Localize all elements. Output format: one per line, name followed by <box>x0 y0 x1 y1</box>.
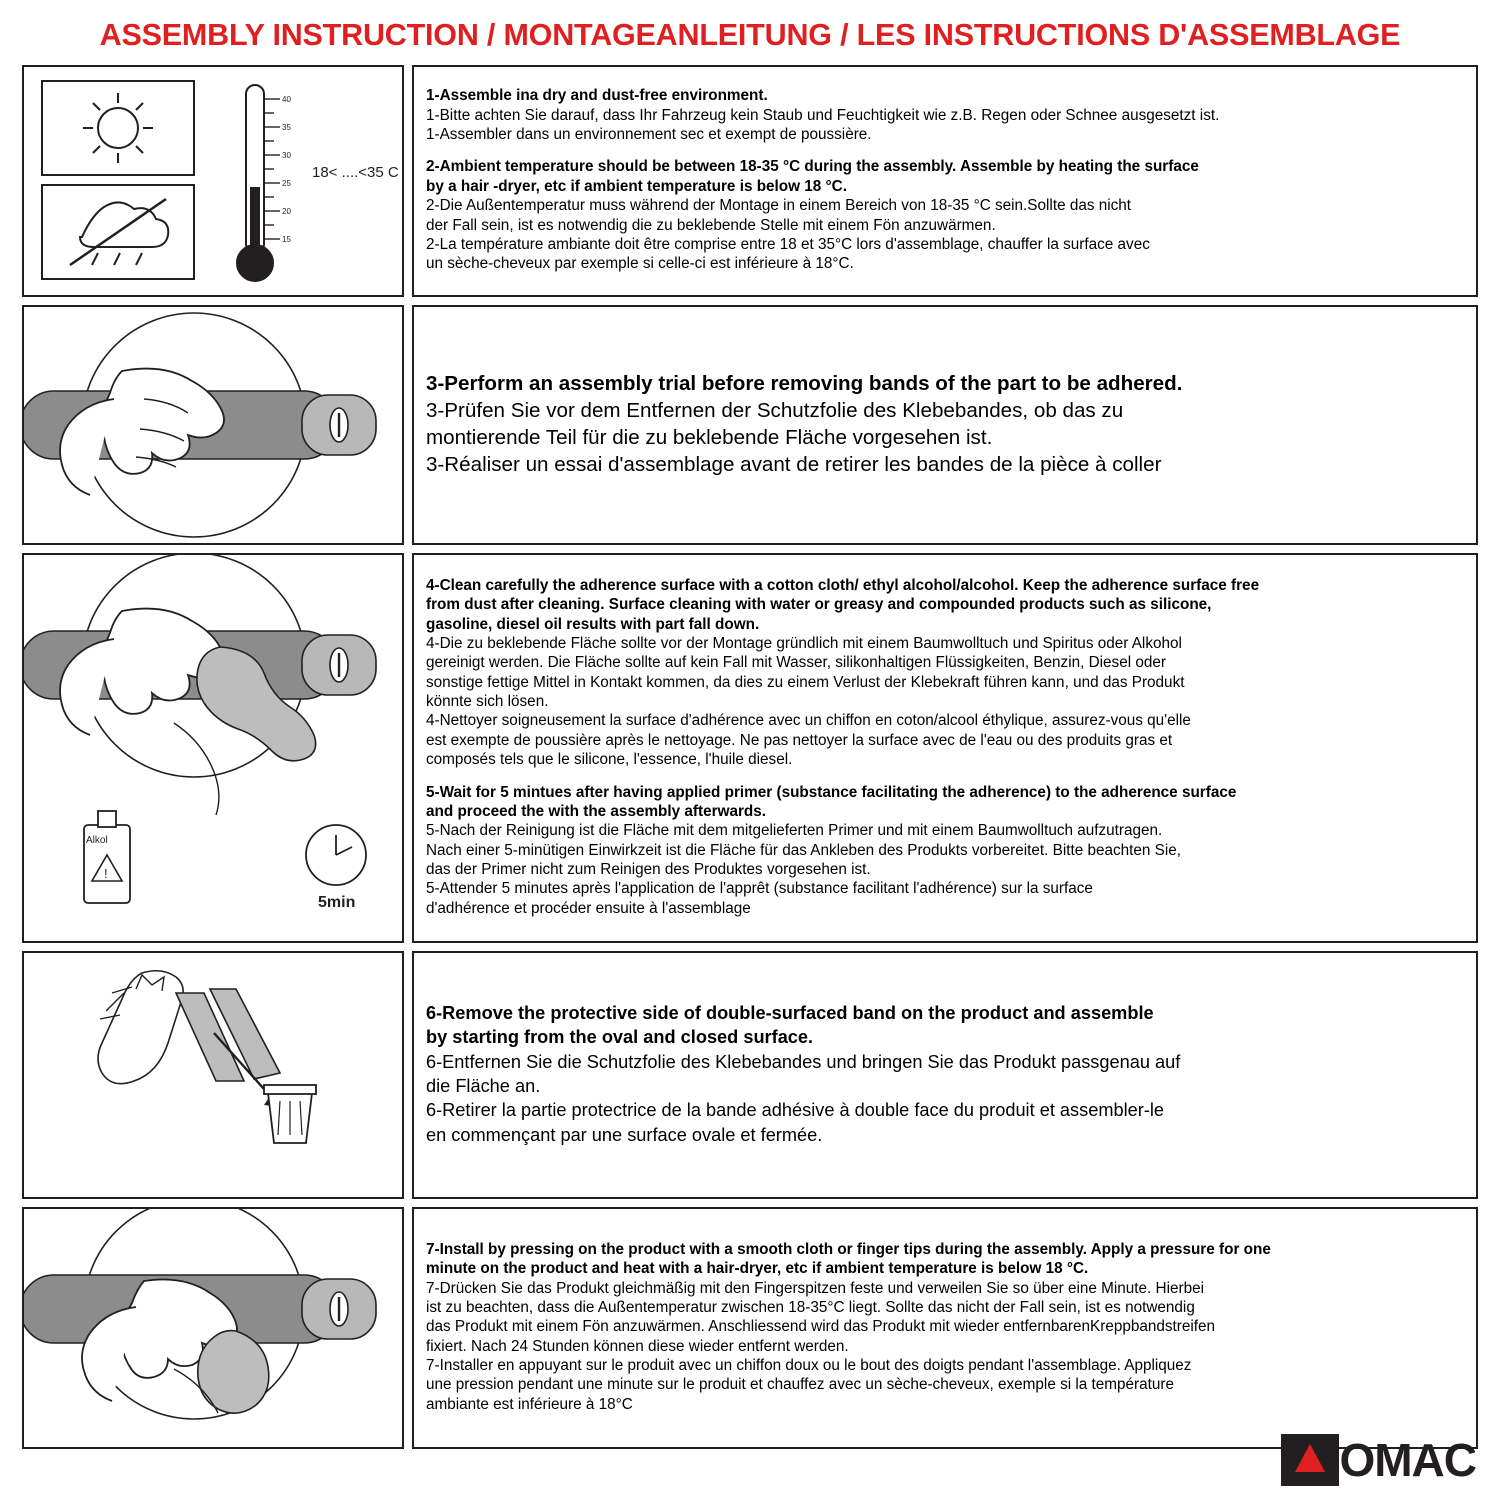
step-line: 6-Remove the protective side of double-surfaced band on the product and assemble <box>426 1002 1154 1023</box>
step-line: ambiante est inférieure à 18°C <box>426 1395 633 1413</box>
step-line: der Fall sein, ist es notwendig die zu beklebende Stelle mit einem Fön anzuwärmen. <box>426 216 996 234</box>
step-line: 3-Perform an assembly trial before removing bands of the part to be adhered. <box>426 371 1183 395</box>
instruction-row-1 <box>22 65 1478 297</box>
step-line: 6-Retirer la partie protectrice de la bande adhésive à double face du produit et assembler-le <box>426 1100 1165 1121</box>
omac-logo-text <box>1339 1434 1476 1486</box>
environment-diagram <box>24 67 406 299</box>
step-line: das Produkt mit einem Fön anzuwärmen. Anschliessend wird das Produkt mit wieder entfernbarenKreppbandstreifen <box>426 1318 1216 1336</box>
step-line: 3-Réaliser un essai d'assemblage avant de retirer les bandes de la pièce à coller <box>426 453 1162 477</box>
illustration-trial-fit <box>22 305 404 545</box>
step-line: by starting from the oval and closed surface. <box>426 1027 814 1048</box>
svg-text:30: 30 <box>282 151 291 160</box>
step-line: est exempte de poussière après le nettoyage. Ne pas nettoyer la surface avec de l'eau ou des produits gras et <box>426 731 1173 749</box>
hand-handle-diagram <box>24 307 406 547</box>
cleaning-diagram <box>24 555 406 945</box>
step-line: d'adhérence et procéder ensuite à l'assemblage <box>426 899 751 917</box>
step-3-block <box>426 370 1464 479</box>
svg-text:!: ! <box>104 866 108 881</box>
step-line: en commençant par une surface ovale et fermée. <box>426 1124 823 1145</box>
remove-liner-diagram <box>24 953 406 1201</box>
step-line: 5-Nach der Reinigung ist die Fläche mit dem mitgelieferten Primer und mit einem Baumwolltuch aufzutragen. <box>426 822 1163 840</box>
timer-label: 5min <box>318 894 356 911</box>
step-line: une pression pendant une minute sur le produit et chauffez avec un sèche-cheveux, exemple si la température <box>426 1376 1175 1394</box>
step-line: 4-Die zu beklebende Fläche sollte vor der Montage gründlich mit einem Baumwolltuch und Spiritus oder Alkohol <box>426 635 1182 653</box>
temperature-range-label: 18< ....<35 C <box>312 164 399 181</box>
step-line: 1-Bitte achten Sie darauf, dass Ihr Fahrzeug kein Staub und Feuchtigkeit wie z.B. Regen oder Schnee ausgesetzt ist. <box>426 106 1220 124</box>
instruction-row-5 <box>22 1207 1478 1449</box>
step-line: 7-Drücken Sie das Produkt gleichmäßig mit den Fingerspitzen feste und verweilen Sie so über eine Minute. Hierbei <box>426 1279 1204 1297</box>
step-line: 1-Assembler dans un environnement sec et exempt de poussière. <box>426 126 872 144</box>
text-panel-4 <box>412 951 1478 1199</box>
step-line: and proceed the with the assembly afterwards. <box>426 802 767 820</box>
step-line: gereinigt werden. Die Fläche sollte auf kein Fall mit Wasser, silikonhaltigen Flüssigkeiten, Benzin, Diesel oder <box>426 654 1166 672</box>
illustration-press-install <box>22 1207 404 1449</box>
step-2-block <box>426 157 1464 273</box>
step-line: Nach einer 5-minütigen Einwirkzeit ist die Fläche für das Ankleben des Produkts vorbereitet. Bitte beachten Sie, <box>426 841 1182 859</box>
step-5-block <box>426 783 1464 918</box>
alcohol-bottle-label: Alkol <box>86 835 108 846</box>
logo-text-main: OMAC <box>1339 1434 1476 1486</box>
step-line: by a hair -dryer, etc if ambient temperature is below 18 °C. <box>426 177 847 195</box>
step-line: minute on the product and heat with a hair-dryer, etc if ambient temperature is below 18 °C. <box>426 1260 1089 1278</box>
svg-text:20: 20 <box>282 207 291 216</box>
page-title: ASSEMBLY INSTRUCTION / MONTAGEANLEITUNG / LES INSTRUCTIONS D'ASSEMBLAGE <box>99 18 1401 52</box>
svg-text:35: 35 <box>282 123 291 132</box>
step-line: un sèche-cheveux par exemple si celle-ci est inférieure à 18°C. <box>426 255 854 273</box>
step-line: montierende Teil für die zu beklebende Fläche vorgesehen ist. <box>426 426 993 449</box>
instruction-grid <box>22 65 1478 1457</box>
step-line: das der Primer nicht zum Reinigen des Produktes vorgesehen ist. <box>426 860 871 878</box>
step-line: könnte sich lösen. <box>426 693 549 711</box>
step-line: 1-Assemble ina dry and dust-free environment. <box>426 87 768 105</box>
step-line: 5-Wait for 5 mintues after having applied primer (substance facilitating the adherence) to the adherence surface <box>426 783 1237 801</box>
illustration-remove-liner <box>22 951 404 1199</box>
svg-text:40: 40 <box>282 95 291 104</box>
step-line: 7-Install by pressing on the product with a smooth cloth or finger tips during the assembly. Apply a pressure for one <box>426 1240 1271 1258</box>
step-line: from dust after cleaning. Surface cleaning with water or greasy and compounded products such as silicone, <box>426 596 1212 614</box>
step-line: 5-Attender 5 minutes après l'application de l'apprêt (substance facilitant l'adhérence) sur la surface <box>426 880 1093 898</box>
press-install-diagram <box>24 1209 406 1451</box>
illustration-environment <box>22 65 404 297</box>
step-line: ist zu beachten, dass die Außentemperatur zwischen 18-35°C liegt. Sollte das nicht der Fall sein, ist es notwendig <box>426 1298 1195 1316</box>
svg-text:15: 15 <box>282 235 291 244</box>
text-panel-1 <box>412 65 1478 297</box>
step-line: fixiert. Nach 24 Stunden können diese wieder entfernt werden. <box>426 1337 849 1355</box>
step-line: 7-Installer en appuyant sur le produit avec un chiffon doux ou le bout des doigts pendant l'assemblage. Appliquez <box>426 1357 1192 1375</box>
step-7-block <box>426 1240 1464 1414</box>
step-line: composés tels que le silicone, l'essence, l'huile diesel. <box>426 751 793 769</box>
step-line: 2-La température ambiante doit être comprise entre 18 et 35°C lors d'assemblage, chauffer la surface avec <box>426 235 1150 253</box>
step-line: 2-Ambient temperature should be between 18-35 °C during the assembly. Assemble by heating the surface <box>426 158 1199 176</box>
step-line: 4-Clean carefully the adherence surface with a cotton cloth/ ethyl alcohol/alcohol. Keep the adherence surface free <box>426 577 1260 595</box>
omac-logo-mark <box>1281 1434 1339 1486</box>
step-line: die Fläche an. <box>426 1076 541 1096</box>
step-1-block <box>426 86 1464 144</box>
text-panel-5 <box>412 1207 1478 1449</box>
step-line: 4-Nettoyer soigneusement la surface d'adhérence avec un chiffon en coton/alcool éthylique, assurez-vous qu'elle <box>426 712 1191 730</box>
omac-logo <box>1281 1434 1476 1486</box>
step-line: sonstige fettige Mittel in Kontakt kommen, da dies zu einem Verlust der Klebekraft führen kann, und das Produkt <box>426 673 1185 691</box>
instruction-row-2 <box>22 305 1478 545</box>
instruction-row-4 <box>22 951 1478 1199</box>
instruction-row-3 <box>22 553 1478 943</box>
step-line: 3-Prüfen Sie vor dem Entfernen der Schutzfolie des Klebebandes, ob das zu <box>426 398 1124 422</box>
text-panel-3 <box>412 553 1478 943</box>
illustration-cleaning <box>22 553 404 943</box>
step-6-block <box>426 1001 1464 1147</box>
step-4-block <box>426 576 1464 769</box>
svg-text:25: 25 <box>282 179 291 188</box>
text-panel-2 <box>412 305 1478 545</box>
step-line: 2-Die Außentemperatur muss während der Montage in einem Bereich von 18-35 °C sein.Sollte das nicht <box>426 197 1132 215</box>
step-line: gasoline, diesel oil results with part fall down. <box>426 615 760 633</box>
step-line: 6-Entfernen Sie die Schutzfolie des Klebebandes und bringen Sie das Produkt passgenau auf <box>426 1051 1181 1072</box>
